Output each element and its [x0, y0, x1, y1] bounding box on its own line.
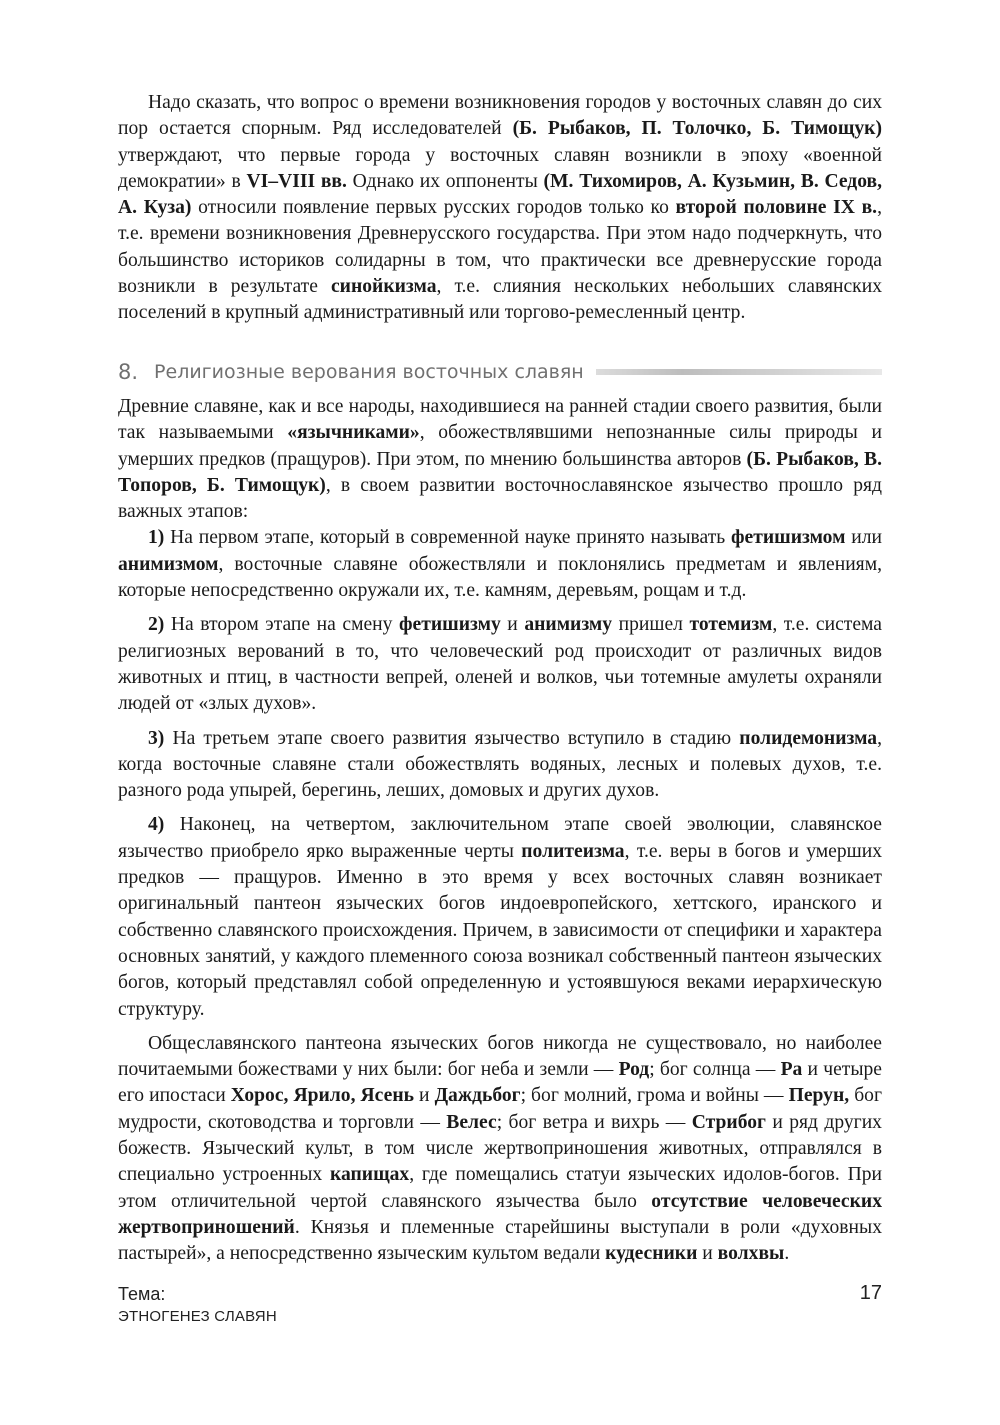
page-footer [118, 1282, 882, 1328]
section-number: 8. [118, 359, 139, 384]
section-title: Религиозные верования восточных славян [154, 360, 584, 383]
text: , обожествлявшими непознанные силы природы и умерших предков (пращуров). При этом, по мнению большинства авторов [118, 422, 882, 470]
bold-text: Хорос, Ярило, Ясень [230, 1085, 414, 1107]
text: и [413, 1085, 435, 1107]
bold-text: второй половине IX в. [675, 197, 878, 219]
bold-text: Даждьбог [434, 1085, 521, 1107]
list-number: 3) [148, 727, 165, 749]
text: На втором этапе на смену [164, 614, 399, 636]
pantheon-paragraph [118, 1031, 882, 1268]
bold-text: тотемизм [689, 614, 773, 636]
text: Наконец, на четвертом, заключительном этапе своей эволюции, славянское язычество приобрело ярко выраженные черты [118, 814, 882, 862]
text: , т.е. система религиозных верований в то, что человеческий род происходит от различных видов животных и птиц, в частности вепрей, оленей и волков, чьи тотемные амулеты охраняли людей от «злых духов». [118, 614, 882, 715]
bold-text: фетишизму [399, 614, 501, 636]
bold-text: капищах [329, 1164, 410, 1186]
text: ; бог ветра и вихрь — [496, 1111, 692, 1133]
text: Однако их оппоненты [346, 170, 544, 192]
bold-text: волхвы [717, 1243, 785, 1265]
bold-text: (Б. Рыбаков, В. Топоров, Б. Тимощук) [118, 448, 882, 496]
main-paragraph [118, 394, 882, 525]
text: . Князья и племенные старейшины выступали в роли «духовных пастырей», а непосредственно языческим культом ведали [118, 1216, 882, 1265]
bold-text: Велес [446, 1111, 497, 1133]
text: , т.е. времени возникновения Древнерусского государства. При этом надо подчеркнуть, что большинство историков солидарны в том, что практически все древнерусские города возникли в результате [118, 197, 882, 298]
text: утверждают, что первые города у восточных славян возникли в эпоху «военной демократии» в [118, 144, 882, 192]
text: и четыре его ипостаси [118, 1059, 882, 1107]
bold-text: анимизмом [118, 553, 219, 575]
bold-text: (Б. Рыбаков, П. Толочко, Б. Тимощук) [512, 118, 882, 140]
stage-2-paragraph [118, 612, 882, 717]
text: Надо сказать, что вопрос о времени возникновения городов у восточных славян до сих пор остается спорным. Ряд исследователей [118, 92, 882, 140]
intro-paragraph [118, 90, 882, 327]
text: На первом этапе, который в современной науке принято называть [164, 527, 731, 549]
bold-text: Перун, [788, 1085, 850, 1107]
text: , т.е. веры в богов и умерших предков — пращуров. Именно в это время у всех восточных славян возникает оригинальный пантеон языческих богов индоевропейского, хеттского, иранского и собственно славянского происхождения. Причем, в зависимости от специфики и характера основных занятий, у каждого племенного союза возникал собственный пантеон языческих богов, который представлял собой определенную и устоявшуюся веками иерархическую структуру. [118, 840, 882, 1020]
bold-text: (М. Тихомиров, А. Кузьмин, В. Седов, А. Куза) [118, 170, 883, 219]
topic-label: Тема: [118, 1284, 166, 1304]
text: На третьем этапе своего развития язычество вступило в стадию [164, 727, 740, 749]
text: , в своем развитии восточнославянское язычество прошло ряд важных этапов: [118, 474, 882, 523]
bold-text: политеизма [521, 840, 625, 862]
topic-name: ЭТНОГЕНЕЗ СЛАВЯН [118, 1308, 277, 1325]
text: ; бог молний, грома и войны — [520, 1085, 789, 1107]
bold-text: анимизму [524, 614, 613, 636]
stage-1-paragraph [118, 525, 882, 604]
text: . [784, 1243, 790, 1265]
heading-rule [596, 369, 882, 375]
bold-text: Стрибог [691, 1111, 766, 1133]
page-body [118, 90, 882, 1267]
stage-3-paragraph [118, 726, 882, 805]
bold-text: отсутствие человеческих жертвоприношений [118, 1190, 882, 1238]
text: , когда восточные славяне стали обожествлять водяных, лесных и полевых духов, т.е. разного рода упырей, берегинь, леших, домовых и других духов. [118, 727, 882, 802]
text: Древние славяне, как и все народы, находившиеся на ранней стадии своего развития, были так называемыми [118, 395, 882, 444]
text: относили появление первых русских городов только ко [191, 197, 676, 219]
stage-4-paragraph [118, 812, 882, 1022]
bold-text: кудесники [605, 1243, 698, 1265]
text: и ряд других божеств. Языческий культ, в том числе жертвоприношения животных, отправлялся в специально устроенных [118, 1111, 882, 1186]
bold-text: синойкизма [330, 276, 437, 298]
text: пришел [612, 614, 690, 636]
page-number: 17 [859, 1282, 882, 1304]
text: , восточные славяне обожествляли и поклонялись предметам и явлениям, которые непосредственно окружали их, т.е. камням, деревьям, рощам и т.д. [118, 553, 882, 602]
text: бог мудрости, скотоводства и торговли — [118, 1085, 882, 1133]
text: и [697, 1243, 718, 1265]
section-heading [118, 359, 882, 385]
text: , т.е. слияния нескольких небольших славянских поселений в крупный административный или торгово-ремесленный центр. [118, 276, 882, 324]
text: или [845, 527, 882, 549]
text: и [500, 614, 525, 636]
bold-text: фетишизмом [731, 527, 846, 549]
bold-text: VI–VIII вв. [246, 170, 347, 192]
text: , где помещались статуи языческих идолов-богов. При этом отличительной чертой славянского язычества было [118, 1164, 882, 1212]
text: ; бог солнца — [649, 1059, 781, 1081]
list-number: 4) [148, 814, 165, 836]
bold-text: Ра [780, 1059, 803, 1081]
text: Общеславянского пантеона языческих богов никогда не существовало, но наиболее почитаемыми божествами у них были: бог неба и земли — [118, 1032, 882, 1081]
list-number: 1) [148, 527, 165, 549]
bold-text: Род [618, 1059, 650, 1081]
bold-text: «язычниками» [287, 422, 420, 444]
bold-text: полидемонизма [739, 727, 878, 749]
list-number: 2) [148, 614, 165, 636]
